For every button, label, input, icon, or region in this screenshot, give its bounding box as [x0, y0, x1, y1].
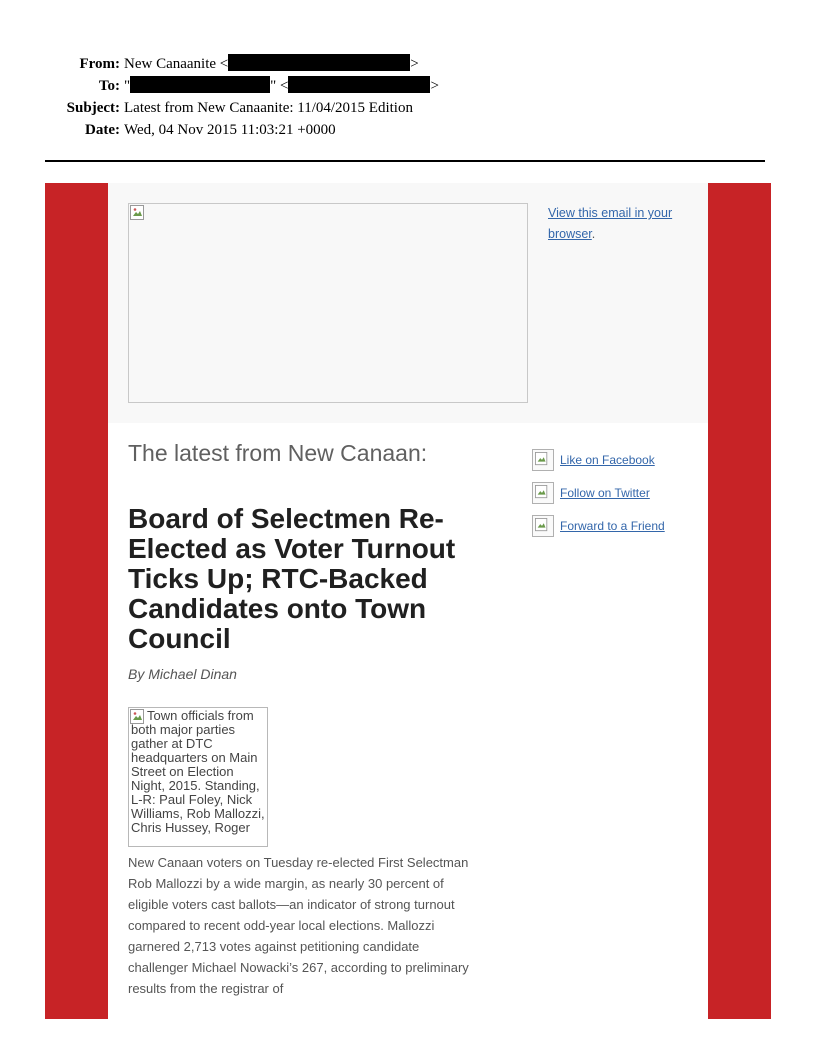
broken-image-icon	[535, 452, 549, 466]
header-divider	[45, 160, 765, 162]
from-row	[0, 53, 816, 75]
to-row	[0, 75, 816, 97]
banner-image-placeholder	[128, 203, 528, 403]
article-photo-alt-text: Town officials from both major parties gather at DTC headquarters on Main Street on Election Night, 2015. Standing, L-R: Paul Foley, Nick Williams, Rob Mallozzi, Chris Hussey, Roger	[131, 708, 265, 835]
forward-to-friend-link[interactable]: Forward to a Friend	[560, 519, 665, 533]
from-tail: >	[410, 56, 419, 72]
to-open-quote: "	[124, 78, 131, 94]
article-photo-placeholder[interactable]	[128, 707, 268, 847]
redacted-to-name	[130, 76, 270, 93]
to-label: To:	[98, 78, 120, 94]
article-byline: By Michael Dinan	[128, 666, 237, 682]
date-value: Wed, 04 Nov 2015 11:03:21 +0000	[124, 122, 336, 138]
subject-value: Latest from New Canaanite: 11/04/2015 Edition	[124, 100, 413, 116]
twitter-icon[interactable]	[532, 482, 554, 504]
view-in-browser-link[interactable]: View this email in your browser	[548, 206, 673, 241]
like-on-facebook-link[interactable]: Like on Facebook	[560, 453, 655, 467]
from-label: From:	[79, 56, 120, 72]
from-value	[124, 53, 419, 75]
article-body: New Canaan voters on Tuesday re-elected First Selectman Rob Mallozzi by a wide margin, as nearly 30 percent of eligible voters cast ballots—an indicator of strong turnout compared to recent odd-year local elections. Mallozzi garnered 2,713 votes against petitioning candidate challenger Michael Nowacki’s 267, according to preliminary results from the registrar of	[128, 855, 469, 996]
to-value	[124, 75, 439, 97]
to-tail: >	[430, 78, 439, 94]
view-in-browser	[548, 203, 688, 245]
to-mid: " <	[270, 78, 289, 94]
from-name: New Canaanite <	[124, 56, 229, 72]
broken-image-icon	[130, 205, 146, 221]
email-header	[0, 53, 816, 141]
subject-label: Subject:	[66, 100, 120, 116]
article-headline[interactable]: Board of Selectmen Re-Elected as Voter Turnout Ticks Up; RTC-Backed Candidates onto Town Council	[128, 503, 456, 654]
view-in-browser-suffix: .	[591, 227, 596, 241]
facebook-icon[interactable]	[532, 449, 554, 471]
redacted-from-address	[228, 54, 410, 71]
date-label: Date:	[85, 122, 120, 138]
subject-row	[0, 97, 816, 119]
broken-image-icon	[535, 518, 549, 532]
follow-on-twitter-link[interactable]: Follow on Twitter	[560, 486, 650, 500]
redacted-to-address	[288, 76, 430, 93]
date-row	[0, 119, 816, 141]
broken-image-icon	[535, 485, 549, 499]
intro-heading: The latest from New Canaan:	[128, 440, 428, 466]
forward-icon[interactable]	[532, 515, 554, 537]
